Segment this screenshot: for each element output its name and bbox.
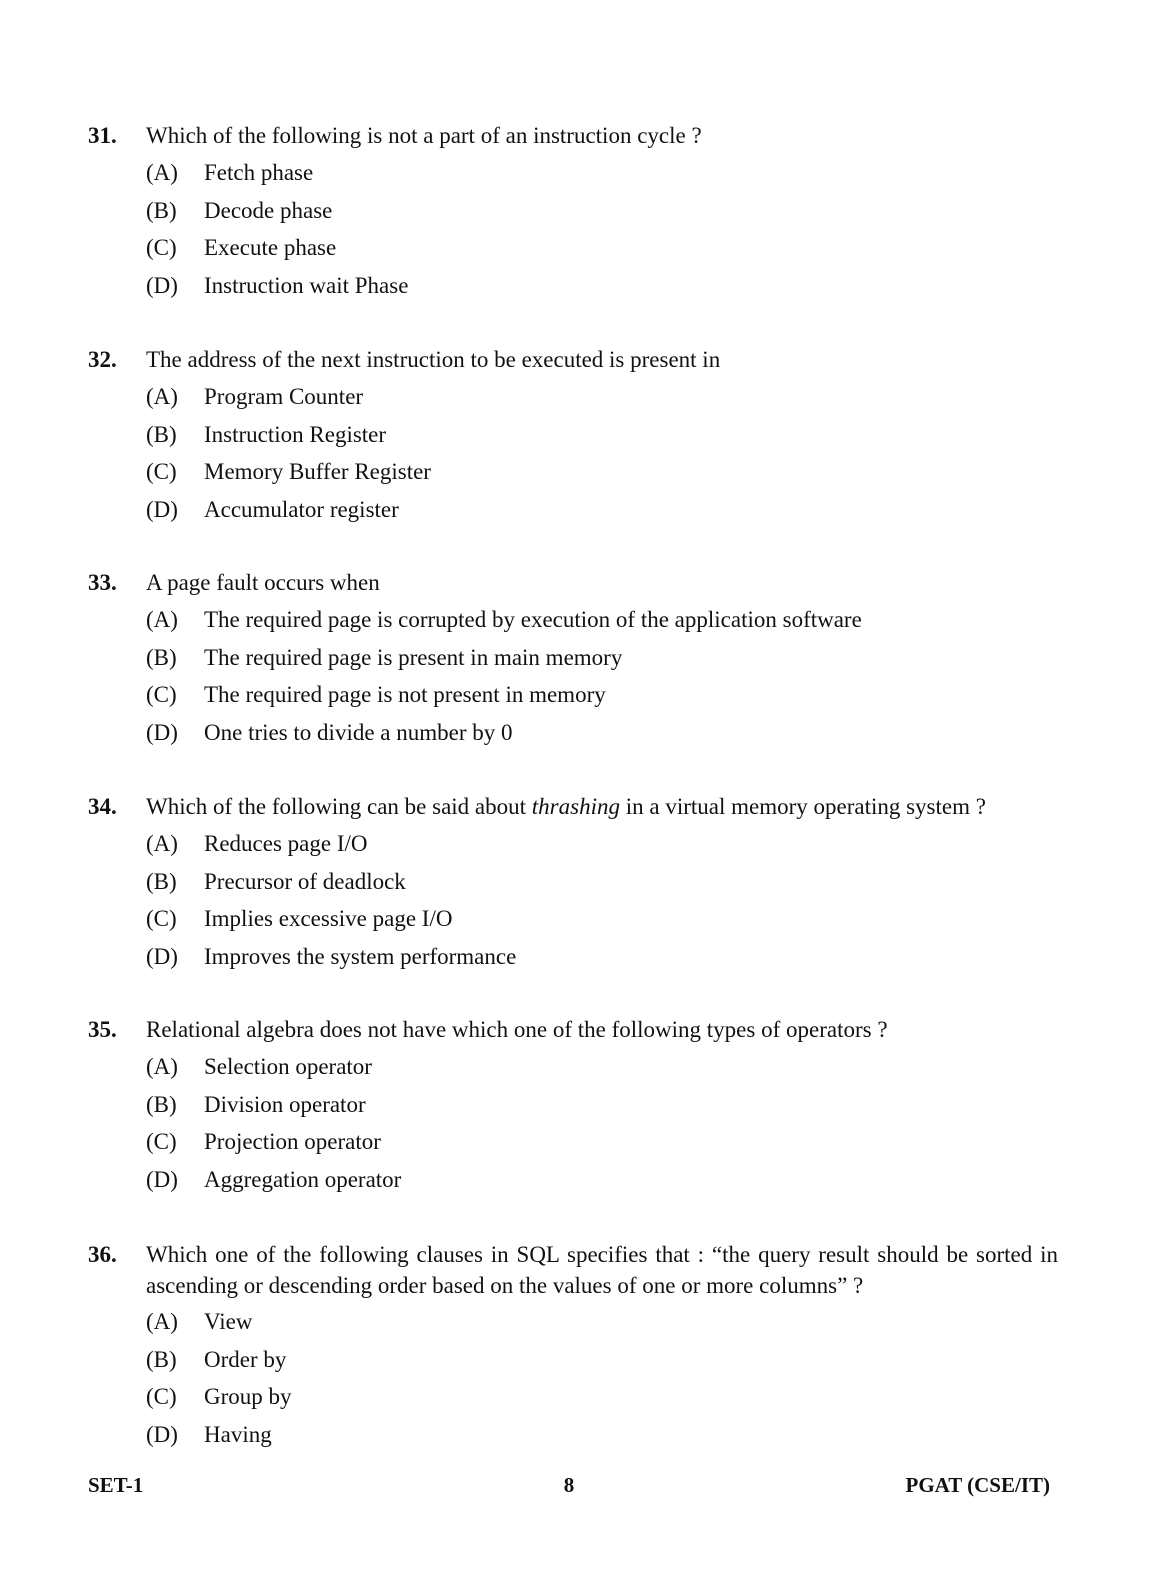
- option-letter: (B): [146, 1091, 177, 1117]
- question-34: [88, 788, 1058, 975]
- option-letter: (C): [146, 1384, 177, 1409]
- option-b: [88, 1341, 1058, 1379]
- option-letter: (B): [146, 1346, 177, 1372]
- question-text-italic: thrashing: [531, 794, 620, 819]
- question-text: Which one of the following clauses in SQL specifies that : “the query result should be sorted in ascending or descending order based on the values of one or more columns” ?: [146, 1242, 1058, 1298]
- option-text: The required page is not present in memory: [204, 682, 606, 707]
- question-text-end: in a virtual memory operating system ?: [619, 794, 986, 819]
- option-text: Execute phase: [204, 235, 337, 260]
- option-letter: (B): [146, 644, 177, 670]
- option-a: [88, 1048, 1058, 1086]
- option-letter: (C): [146, 235, 177, 260]
- question-text-start: Which of the following can be said about: [146, 794, 532, 819]
- footer-page-number: 8: [563, 1473, 575, 1497]
- option-c: [88, 453, 1058, 491]
- option-text: Improves the system performance: [204, 943, 517, 969]
- option-letter: (A): [146, 1309, 178, 1334]
- option-letter: (D): [146, 272, 178, 298]
- question-text: Which of the following is not a part of an instruction cycle ?: [146, 123, 702, 148]
- option-a: [88, 825, 1058, 863]
- option-letter: (A): [146, 1054, 178, 1079]
- option-text: Group by: [204, 1384, 292, 1409]
- question-text: [146, 788, 1058, 825]
- option-text: Instruction Register: [204, 421, 387, 447]
- question-31: [88, 117, 1058, 304]
- option-letter: (D): [146, 943, 178, 969]
- option-a: [88, 154, 1058, 192]
- option-text: One tries to divide a number by 0: [204, 719, 513, 745]
- option-letter: (A): [146, 160, 178, 185]
- option-letter: (A): [146, 384, 178, 409]
- option-c: [88, 900, 1058, 938]
- option-a: [88, 378, 1058, 416]
- footer-exam-code: PGAT (CSE/IT): [905, 1473, 1050, 1497]
- option-text: Division operator: [204, 1091, 366, 1117]
- option-text: Instruction wait Phase: [204, 272, 409, 298]
- question-text: Relational algebra does not have which one of the following types of operators ?: [146, 1017, 888, 1042]
- option-letter: (B): [146, 421, 177, 447]
- option-c: [88, 229, 1058, 267]
- option-text: Projection operator: [204, 1129, 381, 1154]
- option-letter: (D): [146, 719, 178, 745]
- option-d: [88, 1416, 1058, 1454]
- option-text: Program Counter: [204, 384, 364, 409]
- question-text: The address of the next instruction to be executed is present in: [146, 347, 721, 372]
- option-a: [88, 1303, 1058, 1341]
- option-c: [88, 1123, 1058, 1161]
- option-b: [88, 192, 1058, 230]
- footer-set-label: SET-1: [88, 1473, 144, 1497]
- option-b: [88, 1086, 1058, 1124]
- option-text: Precursor of deadlock: [204, 868, 406, 894]
- question-number: 32.: [88, 347, 117, 372]
- option-a: [88, 601, 1058, 639]
- option-b: [88, 416, 1058, 454]
- option-text: The required page is present in main memory: [204, 644, 623, 670]
- question-text: A page fault occurs when: [146, 570, 380, 595]
- option-d: [88, 491, 1058, 529]
- option-letter: (D): [146, 1421, 178, 1447]
- option-text: Implies excessive page I/O: [204, 906, 453, 931]
- option-b: [88, 639, 1058, 677]
- option-text: View: [204, 1309, 253, 1334]
- option-c: [88, 676, 1058, 714]
- option-letter: (D): [146, 496, 178, 522]
- question-35: [88, 1011, 1058, 1198]
- option-c: [88, 1378, 1058, 1416]
- question-number: 35.: [88, 1017, 117, 1042]
- option-letter: (A): [146, 831, 178, 856]
- option-letter: (C): [146, 459, 177, 484]
- option-letter: (B): [146, 868, 177, 894]
- option-letter: (A): [146, 607, 178, 632]
- option-d: [88, 1161, 1058, 1199]
- option-text: Selection operator: [204, 1054, 372, 1079]
- option-text: Memory Buffer Register: [204, 459, 431, 484]
- question-32: [88, 341, 1058, 528]
- option-letter: (C): [146, 906, 177, 931]
- option-d: [88, 938, 1058, 976]
- option-text: Decode phase: [204, 197, 333, 223]
- option-text: Fetch phase: [204, 160, 314, 185]
- option-text: Reduces page I/O: [204, 831, 368, 856]
- option-text: Accumulator register: [204, 496, 399, 522]
- question-number: 33.: [88, 570, 117, 595]
- option-d: [88, 714, 1058, 752]
- option-letter: (D): [146, 1166, 178, 1192]
- option-letter: (C): [146, 682, 177, 707]
- option-text: The required page is corrupted by execution of the application software: [204, 607, 862, 632]
- option-text: Aggregation operator: [204, 1166, 402, 1192]
- question-number: 31.: [88, 123, 117, 148]
- option-text: Order by: [204, 1346, 287, 1372]
- question-36: [88, 1236, 1058, 1453]
- option-d: [88, 267, 1058, 305]
- option-b: [88, 863, 1058, 901]
- question-number: 34.: [88, 794, 117, 819]
- option-text: Having: [204, 1421, 272, 1447]
- question-33: [88, 564, 1058, 751]
- page-footer: [88, 1470, 1050, 1500]
- question-number: 36.: [88, 1242, 117, 1267]
- option-letter: (C): [146, 1129, 177, 1154]
- option-letter: (B): [146, 197, 177, 223]
